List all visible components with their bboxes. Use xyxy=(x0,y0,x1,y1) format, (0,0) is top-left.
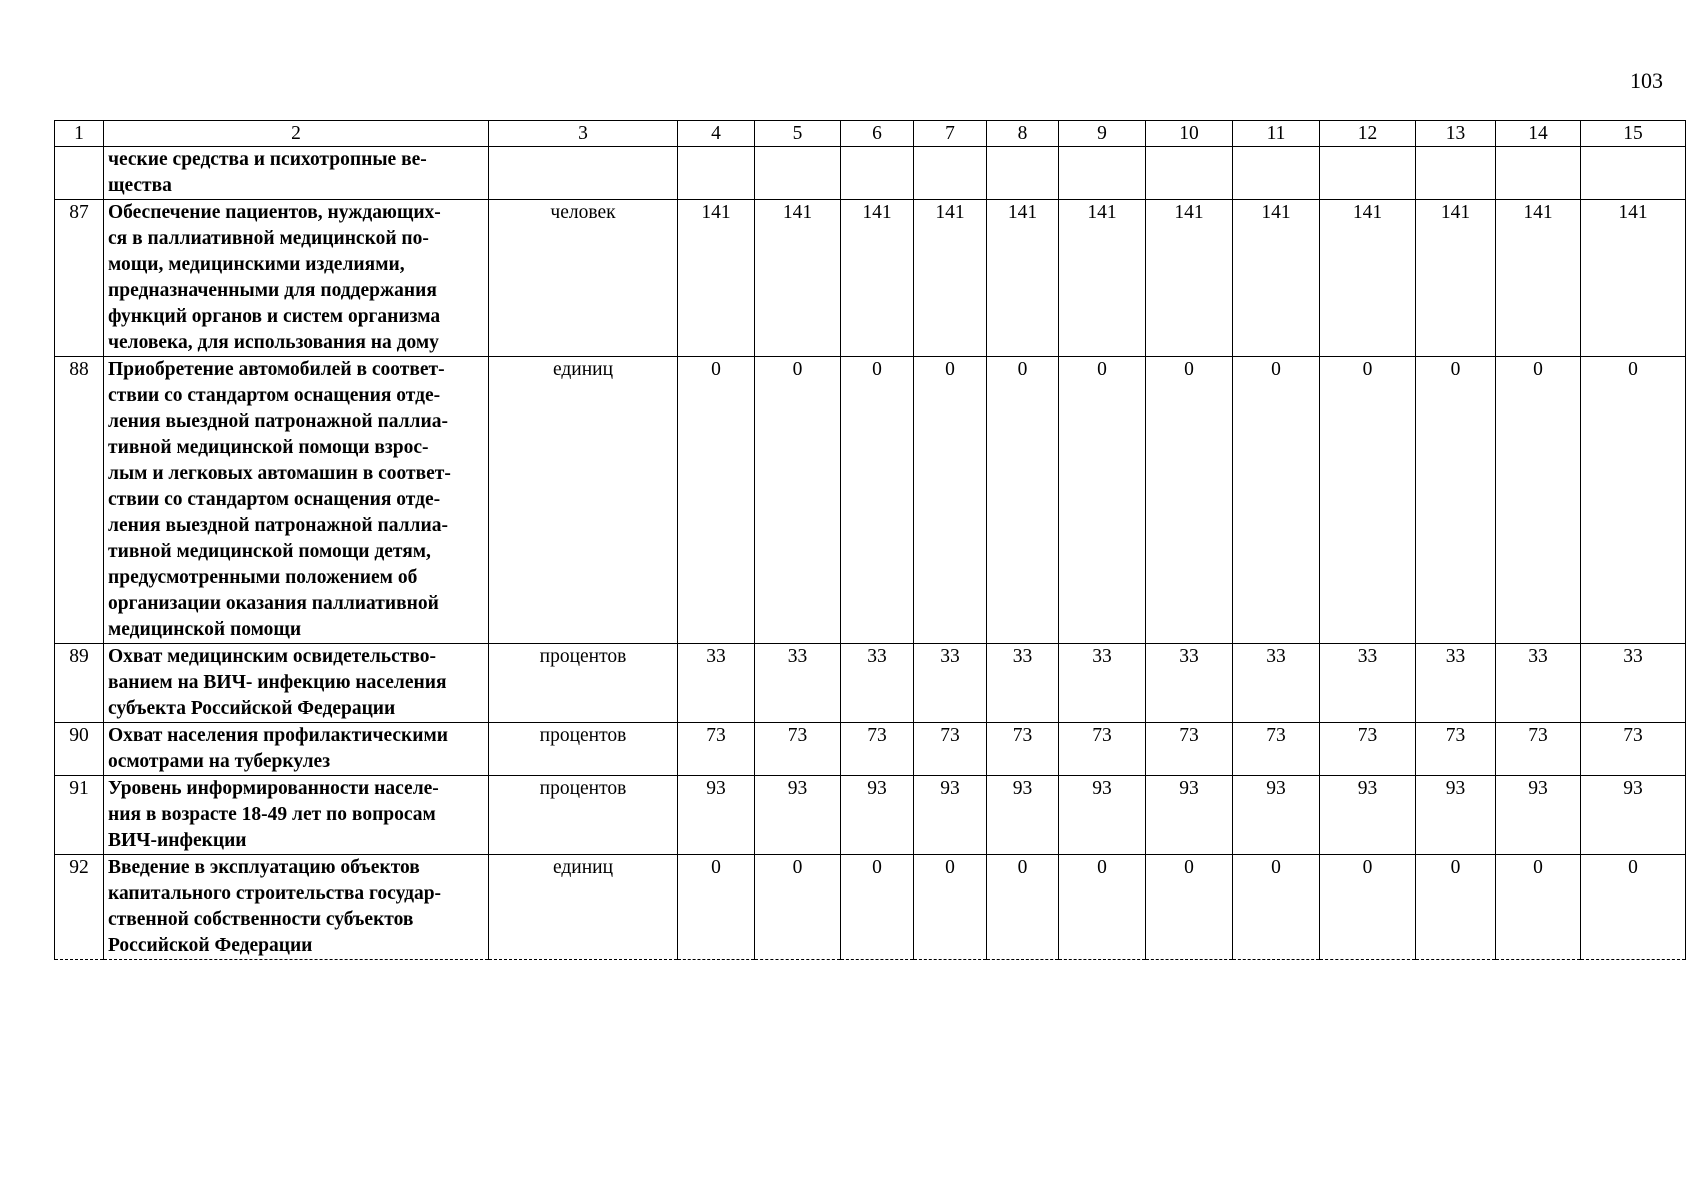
row-number-cell: 90 xyxy=(55,723,104,776)
value-cell xyxy=(755,147,841,200)
column-header: 4 xyxy=(678,121,755,147)
value-cell: 141 xyxy=(678,200,755,357)
value-cell: 33 xyxy=(1146,644,1233,723)
value-cell: 141 xyxy=(1496,200,1581,357)
value-cell: 33 xyxy=(841,644,914,723)
value-cell: 0 xyxy=(1581,357,1686,644)
value-cell: 141 xyxy=(1416,200,1496,357)
value-cell xyxy=(1581,147,1686,200)
value-cell xyxy=(1320,147,1416,200)
value-cell: 93 xyxy=(1581,776,1686,855)
value-cell: 0 xyxy=(1059,855,1146,960)
value-cell: 33 xyxy=(1496,644,1581,723)
value-cell: 33 xyxy=(987,644,1059,723)
value-cell: 93 xyxy=(1320,776,1416,855)
value-cell: 141 xyxy=(1146,200,1233,357)
value-cell: 0 xyxy=(987,357,1059,644)
column-header: 14 xyxy=(1496,121,1581,147)
value-cell: 0 xyxy=(678,357,755,644)
value-cell: 33 xyxy=(1059,644,1146,723)
column-header: 2 xyxy=(104,121,489,147)
indicator-name-cell: Охват населения профилактическими осмотрами на туберкулез xyxy=(104,723,489,776)
value-cell: 141 xyxy=(1581,200,1686,357)
table-row xyxy=(55,200,1686,357)
unit-cell: процентов xyxy=(489,644,678,723)
table-row xyxy=(55,723,1686,776)
value-cell xyxy=(678,147,755,200)
row-number-cell: 88 xyxy=(55,357,104,644)
value-cell: 0 xyxy=(914,357,987,644)
value-cell: 0 xyxy=(1320,855,1416,960)
value-cell: 33 xyxy=(755,644,841,723)
value-cell: 0 xyxy=(1416,357,1496,644)
value-cell: 141 xyxy=(1059,200,1146,357)
column-header: 7 xyxy=(914,121,987,147)
value-cell: 0 xyxy=(755,357,841,644)
value-cell xyxy=(841,147,914,200)
value-cell: 73 xyxy=(1233,723,1320,776)
column-header: 3 xyxy=(489,121,678,147)
column-header: 11 xyxy=(1233,121,1320,147)
value-cell: 93 xyxy=(1416,776,1496,855)
value-cell: 33 xyxy=(678,644,755,723)
value-cell: 0 xyxy=(1416,855,1496,960)
table-header-row xyxy=(55,121,1686,147)
value-cell: 0 xyxy=(1320,357,1416,644)
column-header: 8 xyxy=(987,121,1059,147)
value-cell: 33 xyxy=(1320,644,1416,723)
indicator-name-cell: ческие средства и психотропные ве- щества xyxy=(104,147,489,200)
table-row xyxy=(55,855,1686,960)
row-number-cell: 89 xyxy=(55,644,104,723)
value-cell: 0 xyxy=(1233,855,1320,960)
unit-cell: процентов xyxy=(489,776,678,855)
value-cell xyxy=(1233,147,1320,200)
value-cell: 33 xyxy=(914,644,987,723)
indicator-name-cell: Введение в эксплуатацию объектов капитального строительства государ- ственной собственности субъектов Российской Федерации xyxy=(104,855,489,960)
value-cell: 141 xyxy=(841,200,914,357)
value-cell: 33 xyxy=(1233,644,1320,723)
column-header: 5 xyxy=(755,121,841,147)
table-row xyxy=(55,357,1686,644)
value-cell: 93 xyxy=(678,776,755,855)
value-cell: 93 xyxy=(1146,776,1233,855)
unit-cell: единиц xyxy=(489,357,678,644)
value-cell: 0 xyxy=(1146,357,1233,644)
page-number: 103 xyxy=(1630,68,1663,93)
column-header: 13 xyxy=(1416,121,1496,147)
value-cell: 73 xyxy=(1059,723,1146,776)
value-cell: 73 xyxy=(1581,723,1686,776)
value-cell: 0 xyxy=(1233,357,1320,644)
value-cell: 0 xyxy=(914,855,987,960)
value-cell: 93 xyxy=(1059,776,1146,855)
value-cell: 73 xyxy=(1320,723,1416,776)
value-cell: 0 xyxy=(678,855,755,960)
value-cell: 73 xyxy=(914,723,987,776)
table-row xyxy=(55,644,1686,723)
column-header: 9 xyxy=(1059,121,1146,147)
unit-cell: процентов xyxy=(489,723,678,776)
row-number-cell: 92 xyxy=(55,855,104,960)
value-cell: 73 xyxy=(1146,723,1233,776)
row-number-cell xyxy=(55,147,104,200)
value-cell: 93 xyxy=(914,776,987,855)
row-number-cell: 87 xyxy=(55,200,104,357)
column-header: 1 xyxy=(55,121,104,147)
value-cell: 141 xyxy=(914,200,987,357)
value-cell: 0 xyxy=(1059,357,1146,644)
value-cell: 0 xyxy=(755,855,841,960)
unit-cell xyxy=(489,147,678,200)
value-cell xyxy=(1059,147,1146,200)
value-cell: 141 xyxy=(755,200,841,357)
value-cell xyxy=(1496,147,1581,200)
value-cell: 0 xyxy=(1496,855,1581,960)
value-cell: 33 xyxy=(1581,644,1686,723)
unit-cell: единиц xyxy=(489,855,678,960)
value-cell: 0 xyxy=(987,855,1059,960)
value-cell: 0 xyxy=(841,357,914,644)
value-cell: 141 xyxy=(987,200,1059,357)
value-cell xyxy=(914,147,987,200)
value-cell: 93 xyxy=(841,776,914,855)
value-cell: 0 xyxy=(1581,855,1686,960)
indicators-table xyxy=(54,120,1686,960)
indicator-name-cell: Приобретение автомобилей в соответ- ствии со стандартом оснащения отде- ления выездной патронажной паллиа- тивной медицинской помощи взрос- лым и легковых автомашин в соответ- ствии со стандартом оснащения отде- ления выездной патронажной паллиа- тивной медицинской помощи детям, предусмотренными положением об организации оказания паллиативной медицинской помощи xyxy=(104,357,489,644)
value-cell xyxy=(987,147,1059,200)
value-cell: 73 xyxy=(678,723,755,776)
row-number-cell: 91 xyxy=(55,776,104,855)
value-cell: 73 xyxy=(755,723,841,776)
value-cell xyxy=(1416,147,1496,200)
indicator-name-cell: Охват медицинским освидетельство- ванием на ВИЧ- инфекцию населения субъекта Российской Федерации xyxy=(104,644,489,723)
column-header: 15 xyxy=(1581,121,1686,147)
value-cell: 73 xyxy=(1496,723,1581,776)
value-cell: 141 xyxy=(1320,200,1416,357)
value-cell: 73 xyxy=(841,723,914,776)
value-cell: 33 xyxy=(1416,644,1496,723)
value-cell: 0 xyxy=(841,855,914,960)
value-cell: 93 xyxy=(755,776,841,855)
value-cell xyxy=(1146,147,1233,200)
value-cell: 141 xyxy=(1233,200,1320,357)
column-header: 6 xyxy=(841,121,914,147)
value-cell: 73 xyxy=(1416,723,1496,776)
unit-cell: человек xyxy=(489,200,678,357)
table-row xyxy=(55,776,1686,855)
indicator-name-cell: Уровень информированности населе- ния в возрасте 18-49 лет по вопросам ВИЧ-инфекции xyxy=(104,776,489,855)
value-cell: 93 xyxy=(1233,776,1320,855)
value-cell: 73 xyxy=(987,723,1059,776)
value-cell: 93 xyxy=(1496,776,1581,855)
indicator-name-cell: Обеспечение пациентов, нуждающих- ся в паллиативной медицинской по- мощи, медицинскими изделиями, предназначенными для поддержания функций органов и систем организма человека, для использования на дому xyxy=(104,200,489,357)
value-cell: 93 xyxy=(987,776,1059,855)
column-header: 10 xyxy=(1146,121,1233,147)
value-cell: 0 xyxy=(1146,855,1233,960)
value-cell: 0 xyxy=(1496,357,1581,644)
table-row xyxy=(55,147,1686,200)
column-header: 12 xyxy=(1320,121,1416,147)
